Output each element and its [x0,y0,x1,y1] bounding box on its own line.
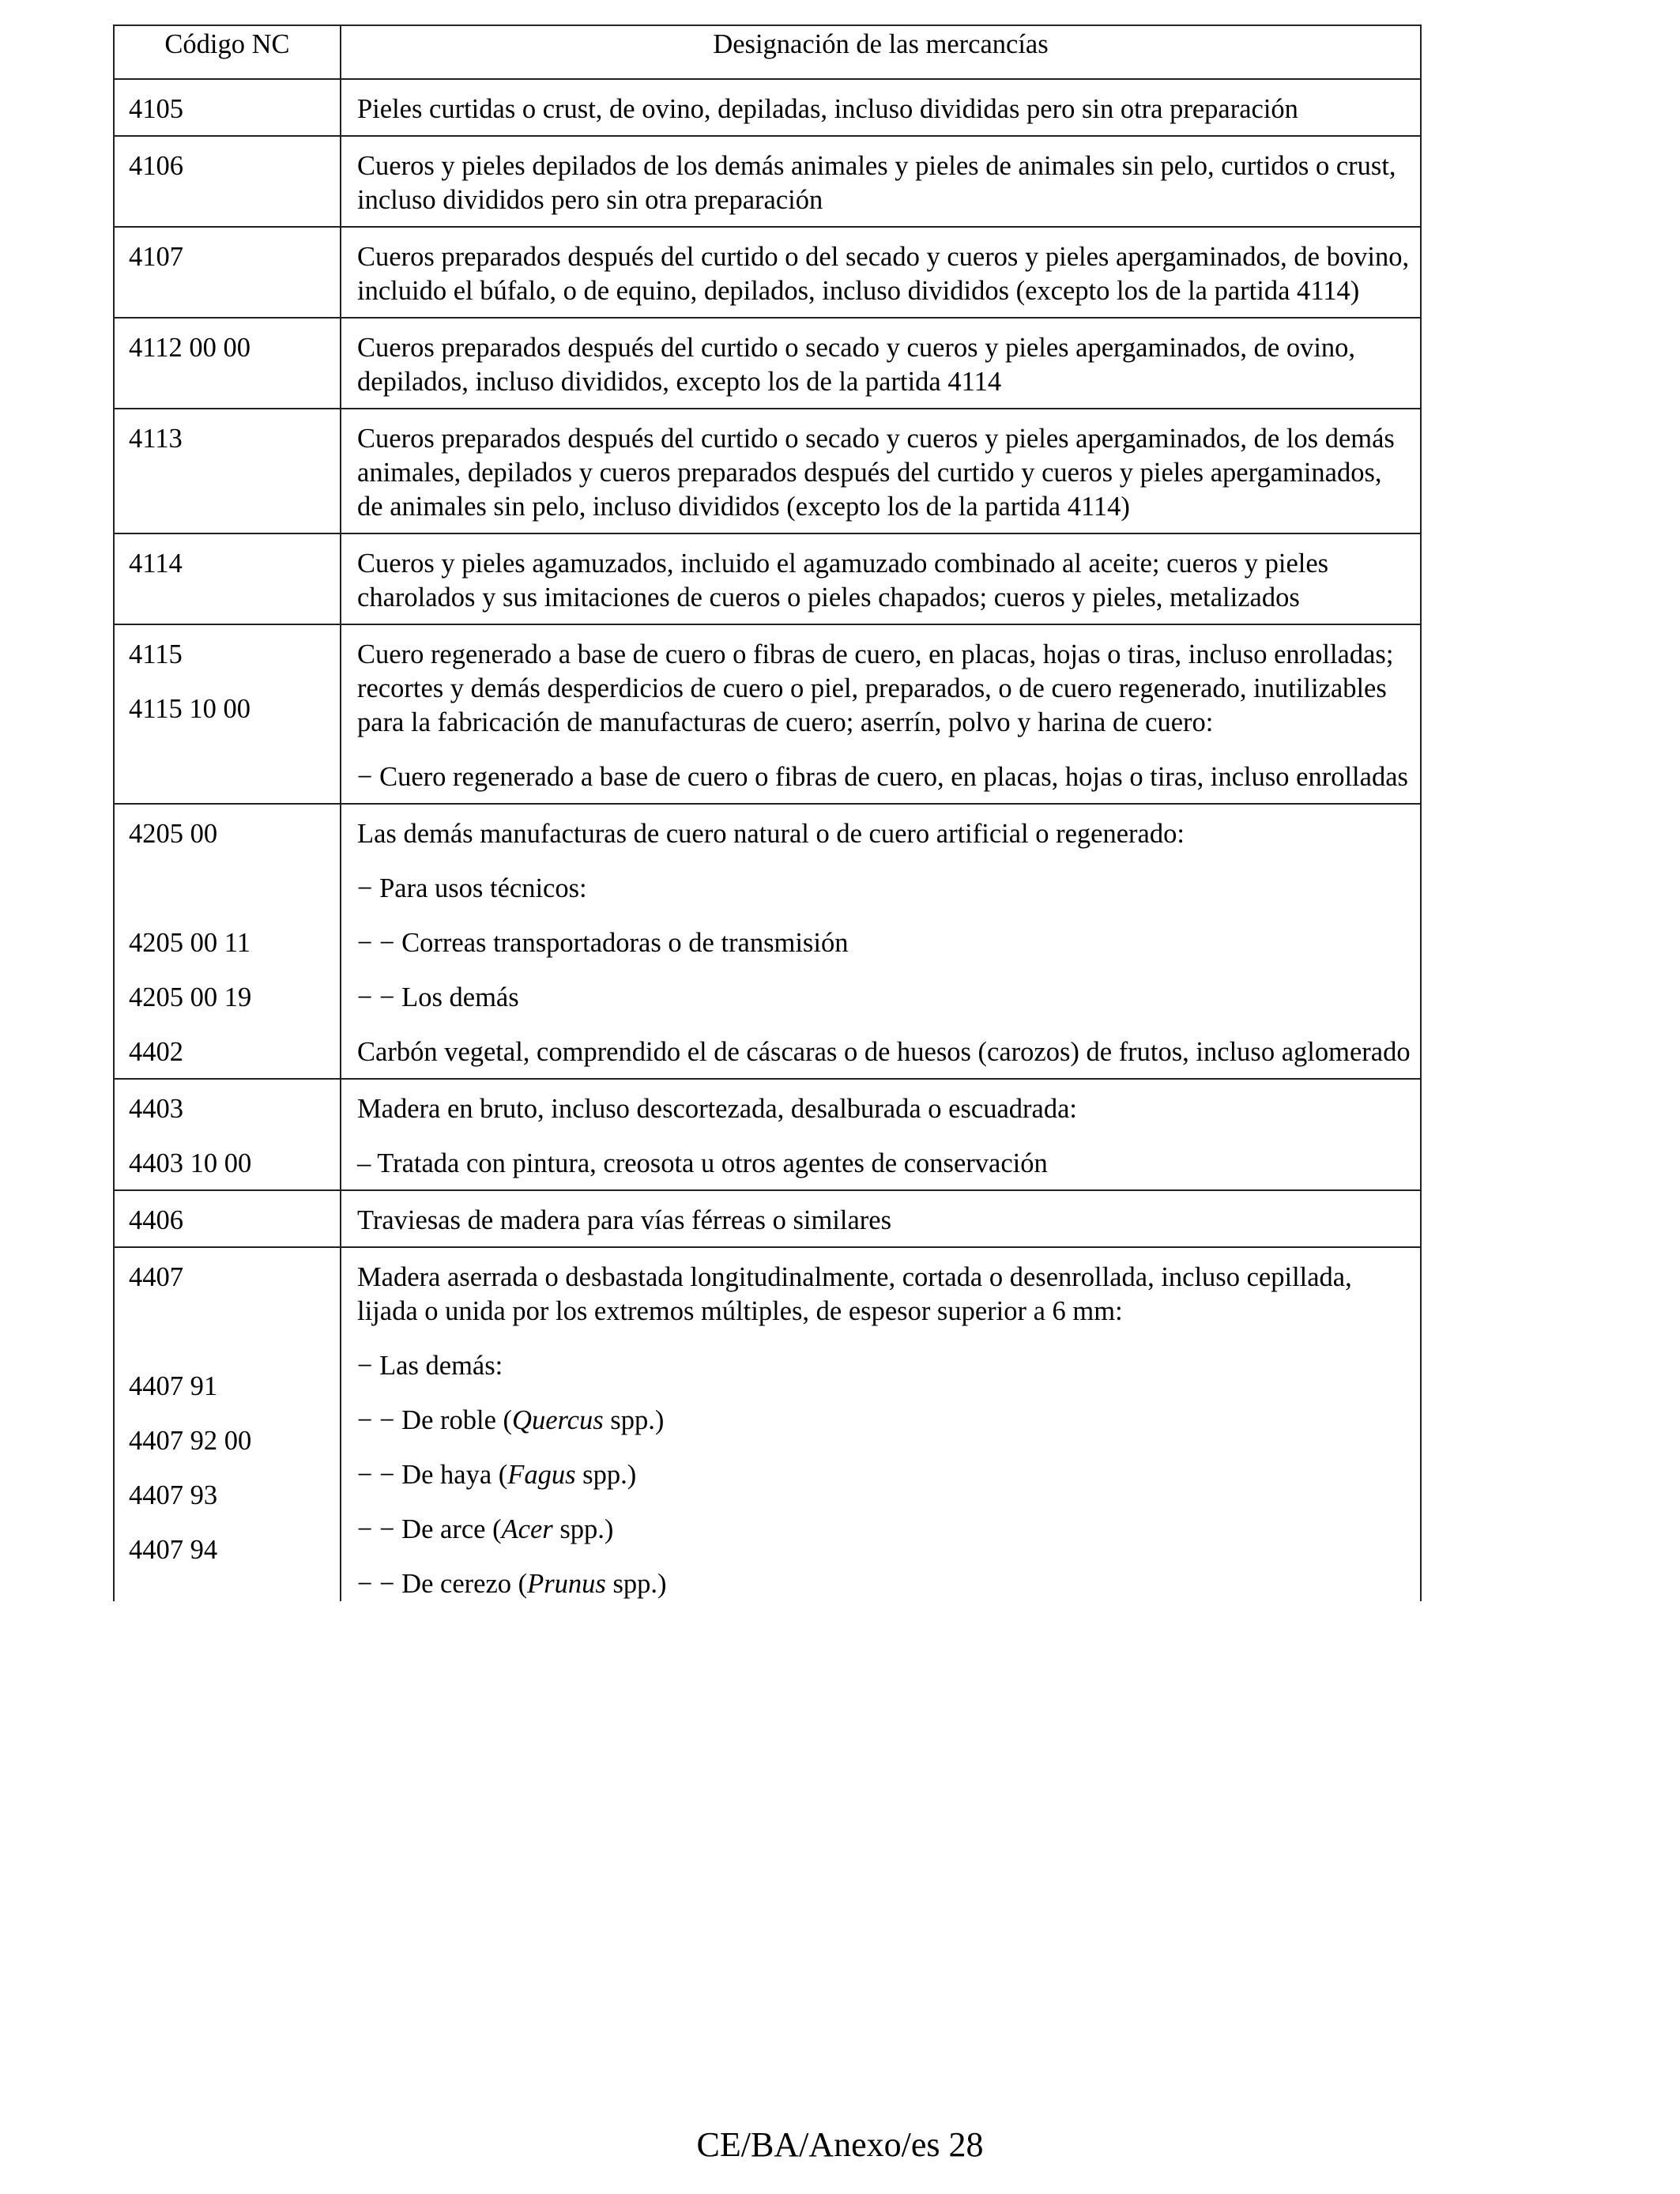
code-line: 4407 93 [129,1480,218,1510]
description-line: Cueros preparados después del curtido o secado y cueros y pieles apergaminados, de los demás animales, depilados y cueros preparados después del curtido y cueros y pieles apergaminados, de animales sin pelo, incluso divididos (excepto los de la partida 4114) [357,424,1395,522]
table-row [114,79,1421,136]
code-cell [114,1079,341,1190]
table-row [114,227,1421,318]
description-line: Cueros preparados después del curtido o secado y cueros y pieles apergaminados, de ovino, depilados, incluso divididos, excepto los de la partida 4114 [357,333,1356,397]
scientific-name: Fagus [507,1460,576,1490]
table-row [114,804,1421,1079]
description-text: − − De roble ( [357,1405,513,1435]
description-line: Cueros y pieles depilados de los demás animales y pieles de animales sin pelo, curtidos o crust, incluso divididos pero sin otra preparación [357,151,1396,215]
description-text: − − De arce ( [357,1514,502,1544]
description-text: − − De cerezo ( [357,1569,528,1599]
description-line: Carbón vegetal, comprendido el de cáscaras o de huesos (carozos) de frutos, incluso aglomerado [357,1037,1411,1067]
code-cell [114,533,341,624]
description-cell [341,624,1421,804]
code-line: 4403 10 00 [129,1148,252,1178]
code-line: 4205 00 11 [129,928,250,958]
code-line [129,1315,332,1349]
code-line: 4115 [129,639,183,669]
table-row [114,533,1421,624]
table-row [114,1079,1421,1190]
description-text: spp.) [552,1514,614,1544]
description-text: spp.) [603,1405,665,1435]
code-line: 4115 10 00 [129,694,250,724]
description-cell [341,136,1421,227]
page-footer: CE/BA/Anexo/es 28 [696,2125,984,2164]
description-line: Traviesas de madera para vías férreas o similares [357,1205,892,1235]
header-code: Código NC [114,25,341,79]
code-cell [114,409,341,533]
code-line: 4407 92 00 [129,1426,252,1456]
description-line: − Para usos técnicos: [357,873,587,903]
code-line: 4407 [129,1262,183,1292]
description-cell [341,318,1421,409]
code-line: 4407 91 [129,1371,218,1401]
table-row [114,318,1421,409]
code-line [129,872,332,906]
description-cell [341,1079,1421,1190]
description-line: Cueros preparados después del curtido o del secado y cueros y pieles apergaminados, de bovino, incluido el búfalo, o de equino, depilados, incluso divididos (excepto los de la partida 4114) [357,242,1410,306]
description-line: Madera aserrada o desbastada longitudinalmente, cortada o desenrollada, incluso cepillada, lijada o unida por los extremos múltiples, de espesor superior a 6 mm: [357,1262,1352,1326]
code-line: 4105 [129,94,183,124]
description-cell [341,79,1421,136]
code-line: 4112 00 00 [129,333,250,363]
description-line: Las demás manufacturas de cuero natural o de cuero artificial o regenerado: [357,819,1185,849]
table-header-row [114,25,1421,79]
table-body [114,79,1421,1601]
code-cell [114,227,341,318]
description-cell [341,1190,1421,1247]
code-cell [114,624,341,804]
code-cell [114,1247,341,1601]
table-row [114,624,1421,804]
description-line: Cueros y pieles agamuzados, incluido el agamuzado combinado al aceite; cueros y pieles charolados y sus imitaciones de cueros o pieles chapados; cueros y pieles, metalizados [357,548,1329,613]
scientific-name: Quercus [512,1405,604,1435]
code-line: 4205 00 19 [129,982,252,1012]
tariff-table [113,25,1422,1601]
code-line: 4402 [129,1037,183,1067]
table-row [114,409,1421,533]
table-row [114,136,1421,227]
description-line: − Cuero regenerado a base de cuero o fibras de cuero, en placas, hojas o tiras, incluso enrolladas [357,762,1408,792]
description-cell [341,1247,1421,1601]
code-line: 4406 [129,1205,183,1235]
description-line [357,1513,1412,1547]
table-row [114,1190,1421,1247]
code-line: 4113 [129,424,183,454]
code-line: 4114 [129,548,183,579]
code-cell [114,804,341,1079]
code-cell [114,79,341,136]
code-line: 4205 00 [129,819,218,849]
description-cell [341,804,1421,1079]
description-text: − − De haya ( [357,1460,508,1490]
code-line: 4407 94 [129,1535,218,1565]
description-line: Madera en bruto, incluso descortezada, desalburada o escuadrada: [357,1094,1077,1124]
description-text: spp.) [605,1569,667,1599]
description-cell [341,227,1421,318]
table-row [114,1247,1421,1601]
description-line [357,1404,1412,1438]
description-line: − − Correas transportadoras o de transmisión [357,928,849,958]
description-cell [341,533,1421,624]
scientific-name: Acer [501,1514,553,1544]
header-description: Designación de las mercancías [341,25,1421,79]
code-cell [114,136,341,227]
description-line: Pieles curtidas o crust, de ovino, depiladas, incluso divididas pero sin otra preparación [357,94,1298,124]
code-cell [114,1190,341,1247]
code-line: 4107 [129,242,183,272]
code-line: 4403 [129,1094,183,1124]
description-line: − − Los demás [357,982,519,1012]
description-line [357,1458,1412,1492]
code-cell [114,318,341,409]
code-line: 4106 [129,151,183,181]
scientific-name: Prunus [527,1569,606,1599]
description-line: Cuero regenerado a base de cuero o fibras de cuero, en placas, hojas o tiras, incluso enrolladas; recortes y demás desperdicios de cuero o piel, preparados, o de cuero regenerado, inutilizables para la fabricación de manufacturas de cuero; aserrín, polvo y harina de cuero: [357,639,1394,737]
description-line: − Las demás: [357,1351,503,1381]
description-line: – Tratada con pintura, creosota u otros agentes de conservación [357,1148,1048,1178]
description-line [357,1567,1412,1601]
description-cell [341,409,1421,533]
description-text: spp.) [575,1460,637,1490]
